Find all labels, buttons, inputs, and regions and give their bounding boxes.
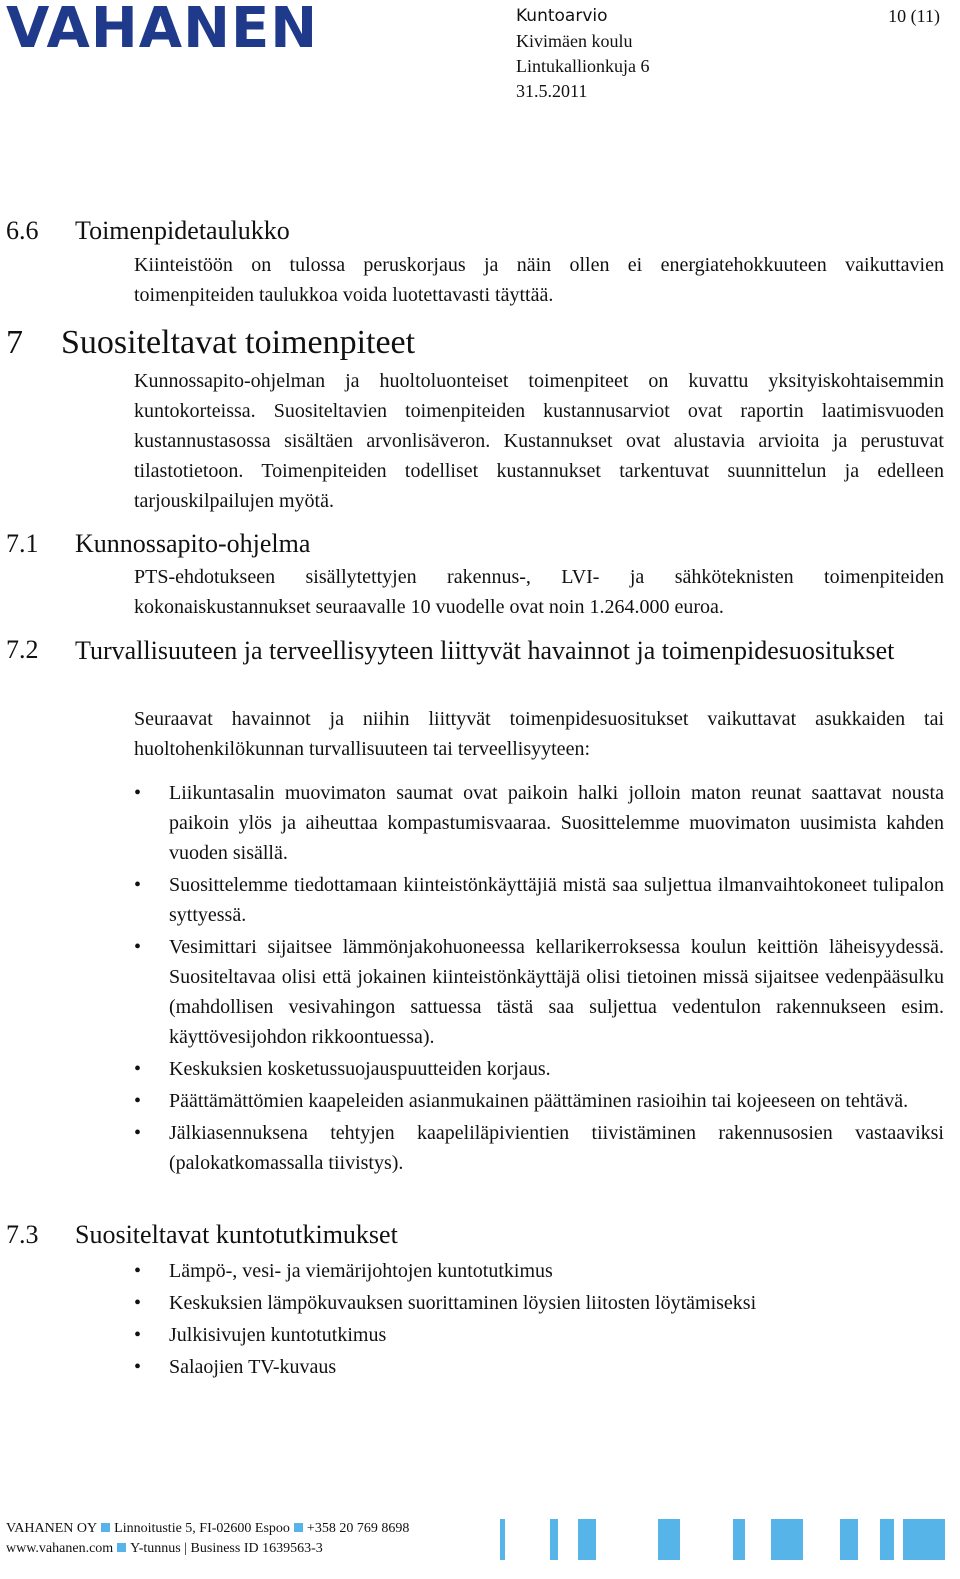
list-item [134, 1288, 944, 1318]
section-number: 7 [6, 324, 23, 361]
section-7-2-text: Seuraavat havainnot ja niihin liittyvät toimenpidesuositukset vaikuttavat asukkaiden tai huoltohenkilökunnan turvallisuuteen tai terveellisyyteen: [134, 708, 944, 760]
section-number: 7.3 [6, 1220, 39, 1249]
safety-findings-list [134, 778, 944, 1180]
bullet-icon: • [134, 782, 142, 804]
list-item [134, 1054, 944, 1084]
footer-company: VAHANEN OY [6, 1521, 98, 1536]
bullet-icon: • [134, 1090, 142, 1112]
list-item [134, 1320, 944, 1350]
footer-business-id: Business ID 1639563-3 [190, 1541, 323, 1556]
section-number: 7.2 [6, 635, 39, 664]
list-item-text: Jälkiasennuksena tehtyjen kaapeliläpivientien tiivistäminen rakennusosien vastaaviksi (palokatkomassalla tiivistys). [169, 1122, 944, 1174]
vahanen-logo: VAHANEN [6, 0, 319, 61]
document-title: Kuntoarvio [516, 6, 608, 26]
footer-stripe [658, 1519, 680, 1560]
footer-web: www.vahanen.com [6, 1541, 114, 1556]
section-7-1-text: PTS-ehdotukseen sisällytettyjen rakennus-, LVI- ja sähköteknisten toimenpiteiden kokonaiskustannukset seuraavalle 10 vuodelle ovat noin 1.264.000 euroa. [134, 566, 944, 618]
section-number: 7.1 [6, 529, 39, 558]
footer-stripe [771, 1519, 803, 1560]
building-name: Kivimäen koulu [516, 31, 633, 51]
page-footer: VAHANEN OY Linnoitustie 5, FI-02600 Espoo +358 20 769 8698 www.vahanen.com Y-tunnus | Business ID 1639563-3 [6, 1521, 410, 1556]
bullet-icon: • [134, 874, 142, 896]
list-item-text: Lämpö-, vesi- ja viemärijohtojen kuntotutkimus [169, 1260, 553, 1282]
footer-ytunnus: Y-tunnus [130, 1541, 181, 1556]
footer-stripe [903, 1519, 945, 1560]
footer-stripe [733, 1519, 745, 1560]
list-item-text: Päättämättömien kaapeleiden asianmukainen päättäminen rasioihin tai kojeeseen on tehtävä. [169, 1090, 909, 1112]
footer-stripe [550, 1519, 558, 1560]
bullet-icon: • [134, 1058, 142, 1080]
section-number: 6.6 [6, 216, 39, 245]
section-title: Suositeltavat kuntotutkimukset [75, 1220, 398, 1249]
section-title: Toimenpidetaulukko [75, 216, 290, 245]
document-header [516, 4, 649, 104]
bullet-icon: • [134, 1122, 142, 1144]
list-item-text: Keskuksien kosketussuojauspuutteiden korjaus. [169, 1058, 551, 1080]
footer-phone: +358 20 769 8698 [306, 1521, 410, 1536]
list-item-text: Vesimittari sijaitsee lämmönjakohuoneessa kellarikerroksessa koulun keittiön läheisyydessä. Suositeltavaa olisi että jokainen kiinteistönkäyttäjä olisi tietoinen missä sijaitsee vedenpääsulku (mahdollisen vesivahingon sattuessa tästä saa suljettua vedentulon rakennukseen esim. käyttövesijohdon rikkoontuessa). [169, 936, 944, 1048]
list-item-text: Julkisivujen kuntotutkimus [169, 1324, 387, 1346]
bullet-icon: • [134, 1356, 142, 1378]
list-item [134, 1118, 944, 1178]
bullet-icon: • [134, 1260, 142, 1282]
bullet-icon: • [134, 1324, 142, 1346]
list-item-text: Keskuksien lämpökuvauksen suorittaminen löysien liitosten löytämiseksi [169, 1292, 757, 1314]
bullet-icon: • [134, 936, 142, 958]
square-icon [101, 1523, 110, 1532]
section-6-6-text: Kiinteistöön on tulossa peruskorjaus ja näin ollen ei energiatehokkuuteen vaikuttavien toimenpiteiden taulukkoa voida luotettavasti täyttää. [134, 254, 944, 306]
section-title: Suositeltavat toimenpiteet [61, 324, 416, 361]
list-item-text: Salaojien TV-kuvaus [169, 1356, 337, 1378]
footer-address: Linnoitustie 5, FI-02600 Espoo [114, 1521, 290, 1536]
building-address: Lintukallionkuja 6 [516, 56, 650, 76]
list-item [134, 1352, 944, 1382]
square-icon [117, 1543, 126, 1552]
document-date: 31.5.2011 [516, 81, 588, 101]
list-item [134, 1256, 944, 1286]
page-number: 10 (11) [888, 6, 940, 26]
list-item-text: Suosittelemme tiedottamaan kiinteistönkäyttäjiä mistä saa suljettua ilmanvaihtokoneet tulipalon syttyessä. [169, 874, 944, 926]
list-item [134, 870, 944, 930]
list-item [134, 932, 944, 1052]
section-7-2-title: Turvallisuuteen ja terveellisyyteen liittyvät havainnot ja toimenpidesuositukset [75, 636, 895, 665]
list-item [134, 778, 944, 868]
list-item-text: Liikuntasalin muovimaton saumat ovat paikoin halki jolloin maton reunat saattavat nousta paikoin ylös ja aiheuttaa kompastumisvaaraa. Suosittelemme muovimaton uusimista kahden vuoden sisällä. [169, 782, 944, 864]
footer-stripe [500, 1519, 505, 1560]
footer-stripe [880, 1519, 894, 1560]
recommended-studies-list [134, 1256, 944, 1384]
bullet-icon: • [134, 1292, 142, 1314]
section-title: Kunnossapito-ohjelma [75, 529, 311, 558]
square-icon [294, 1523, 303, 1532]
section-7-text: Kunnossapito-ohjelman ja huoltoluonteiset toimenpiteet on kuvattu yksityiskohtaisemmin kuntokorteissa. Suositeltavien toimenpiteiden kustannusarviot ovat raportin laatimisvuoden kustannustasossa sisältäen arvonlisäveron. Kustannukset ovat alustavia arvioita ja perustuvat tilastotietoon. Toimenpiteiden todelliset kustannukset tarkentuvat suunnittelun ja edelleen tarjouskilpailujen myötä. [134, 370, 944, 512]
footer-stripe [578, 1519, 596, 1560]
list-item [134, 1086, 944, 1116]
footer-stripe [840, 1519, 858, 1560]
